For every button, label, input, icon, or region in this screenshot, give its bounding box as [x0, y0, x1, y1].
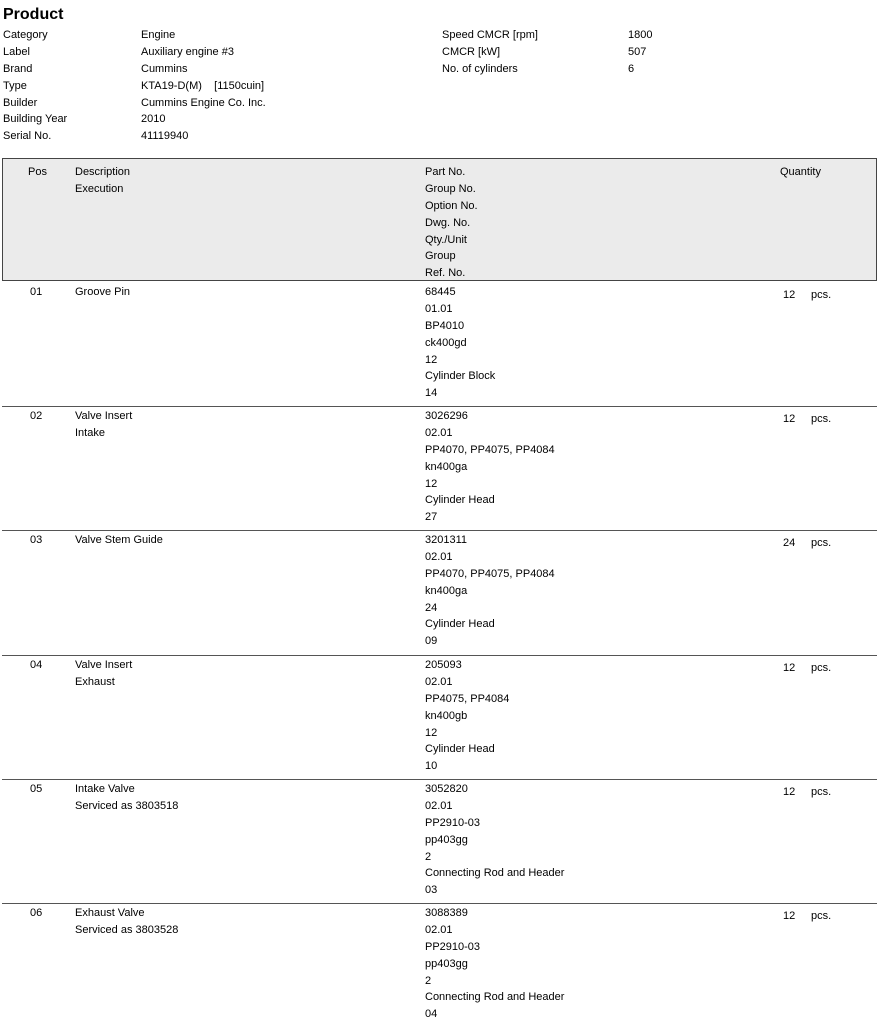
row-divider	[2, 406, 877, 407]
info-value-category: Engine	[141, 29, 176, 41]
row-dwg-no: pp403gg	[425, 833, 468, 846]
info-label-building-year: Building Year	[3, 113, 68, 126]
row-ref-no: 04	[425, 1008, 438, 1021]
row-pos: 03	[30, 534, 43, 546]
row-description	[75, 408, 132, 442]
info-label-category: Category	[3, 29, 48, 41]
row-part-no: 3052820	[425, 783, 468, 795]
row-group: Connecting Rod and Header	[425, 991, 565, 1004]
header-execution-line: Execution	[75, 182, 124, 195]
row-part-no: 3201311	[425, 534, 468, 546]
info-label-cylinders: No. of cylinders	[442, 62, 518, 75]
row-unit: pcs.	[811, 537, 832, 549]
row-dwg-no: kn400gb	[425, 709, 468, 722]
row-description	[75, 781, 178, 815]
row-quantity: 24	[783, 537, 796, 549]
row-divider	[2, 903, 877, 904]
header-group-no: Group No.	[425, 182, 476, 195]
info-value-building-year: 2010	[141, 113, 166, 126]
info-label-label: Label	[3, 45, 30, 58]
row-qty-unit: 2	[425, 974, 432, 987]
header-pos: Pos	[28, 166, 47, 178]
row-qty-unit: 2	[425, 850, 432, 863]
row-dwg-no: ck400gd	[425, 336, 467, 349]
row-qty-unit: 12	[425, 353, 438, 366]
row-part-no: 3088389	[425, 907, 468, 919]
row-quantity: 12	[783, 413, 796, 425]
row-execution-line: Intake	[75, 426, 105, 439]
row-description	[75, 284, 130, 301]
row-option-no: PP4070, PP4075, PP4084	[425, 567, 555, 580]
row-execution-line: Exhaust	[75, 675, 115, 688]
info-value-cmcr: 507	[628, 45, 647, 58]
product-info-values-right	[628, 27, 748, 78]
row-ref-no: 27	[425, 511, 438, 524]
row-description-line: Groove Pin	[75, 286, 131, 298]
row-part-no: 205093	[425, 659, 462, 671]
row-pos: 02	[30, 410, 43, 422]
row-part-info	[425, 284, 495, 402]
row-description-line: Valve Insert	[75, 659, 133, 671]
row-description-line: Exhaust Valve	[75, 907, 145, 919]
row-quantity: 12	[783, 786, 796, 798]
row-pos: 06	[30, 907, 43, 919]
row-divider	[2, 655, 877, 656]
header-quantity: Quantity	[780, 166, 821, 178]
header-option-no: Option No.	[425, 199, 478, 212]
row-group-no: 01.01	[425, 302, 453, 315]
row-group: Cylinder Block	[425, 370, 496, 383]
row-unit: pcs.	[811, 289, 832, 301]
row-option-no: PP4075, PP4084	[425, 692, 510, 705]
row-part-info	[425, 905, 564, 1023]
row-qty-unit: 12	[425, 477, 438, 490]
row-qty-unit: 24	[425, 601, 438, 614]
info-label-serial-no: Serial No.	[3, 130, 52, 143]
row-divider	[2, 779, 877, 780]
row-unit: pcs.	[811, 662, 832, 674]
row-part-no: 68445	[425, 286, 456, 298]
info-label-cmcr: CMCR [kW]	[442, 45, 501, 58]
info-value-speed-cmcr: 1800	[628, 29, 653, 41]
row-qty-unit: 12	[425, 726, 438, 739]
info-value-label: Auxiliary engine #3	[141, 45, 234, 58]
row-group-no: 02.01	[425, 923, 453, 936]
row-pos: 04	[30, 659, 43, 671]
row-group: Cylinder Head	[425, 494, 495, 507]
info-label-builder: Builder	[3, 96, 38, 109]
table-header	[2, 158, 877, 281]
row-part-info	[425, 408, 555, 526]
row-divider	[2, 530, 877, 531]
product-info-labels-left	[3, 27, 138, 145]
header-description-line: Description	[75, 166, 131, 178]
header-description	[75, 164, 130, 198]
row-quantity: 12	[783, 910, 796, 922]
info-value-serial-no: 41119940	[141, 130, 189, 143]
row-option-no: BP4010	[425, 319, 465, 332]
row-option-no: PP2910-03	[425, 816, 481, 829]
row-dwg-no: kn400ga	[425, 460, 468, 473]
row-ref-no: 03	[425, 884, 438, 897]
row-description	[75, 905, 178, 939]
row-group-no: 02.01	[425, 550, 453, 563]
row-execution-line: Serviced as 3803518	[75, 799, 179, 812]
info-label-speed-cmcr: Speed CMCR [rpm]	[442, 29, 538, 41]
row-unit: pcs.	[811, 786, 832, 798]
product-info-labels-right	[442, 27, 622, 78]
row-quantity: 12	[783, 289, 796, 301]
row-option-no: PP2910-03	[425, 940, 481, 953]
row-unit: pcs.	[811, 413, 832, 425]
product-info-values-left	[141, 27, 421, 145]
header-part-no: Part No.	[425, 166, 466, 178]
row-option-no: PP4070, PP4075, PP4084	[425, 443, 555, 456]
row-group-no: 02.01	[425, 675, 453, 688]
header-ref-no: Ref. No.	[425, 267, 466, 280]
header-qty-unit: Qty./Unit	[425, 233, 467, 246]
row-group: Connecting Rod and Header	[425, 867, 565, 880]
header-group: Group	[425, 250, 456, 263]
row-group-no: 02.01	[425, 426, 453, 439]
row-dwg-no: kn400ga	[425, 584, 468, 597]
row-group: Cylinder Head	[425, 618, 495, 631]
row-part-info	[425, 781, 564, 899]
row-description-line: Intake Valve	[75, 783, 135, 795]
info-value-cylinders: 6	[628, 62, 635, 75]
row-ref-no: 09	[425, 635, 438, 648]
row-description-line: Valve Insert	[75, 410, 133, 422]
row-group-no: 02.01	[425, 799, 453, 812]
info-value-builder: Cummins Engine Co. Inc.	[141, 96, 266, 109]
header-part	[425, 164, 478, 282]
header-dwg-no: Dwg. No.	[425, 216, 471, 229]
row-description	[75, 657, 132, 691]
row-unit: pcs.	[811, 910, 832, 922]
row-quantity: 12	[783, 662, 796, 674]
info-label-brand: Brand	[3, 62, 33, 75]
page-title: Product	[3, 6, 64, 23]
row-description	[75, 532, 163, 549]
row-part-info	[425, 657, 509, 775]
row-dwg-no: pp403gg	[425, 957, 468, 970]
row-description-line: Valve Stem Guide	[75, 534, 163, 546]
row-execution-line: Serviced as 3803528	[75, 923, 179, 936]
row-pos: 05	[30, 783, 43, 795]
info-value-type: KTA19-D(M) [1150cuin]	[141, 79, 265, 92]
row-part-info	[425, 532, 555, 650]
info-value-brand: Cummins	[141, 62, 188, 75]
row-group: Cylinder Head	[425, 743, 495, 756]
row-pos: 01	[30, 286, 43, 298]
row-part-no: 3026296	[425, 410, 468, 422]
row-ref-no: 10	[425, 760, 438, 773]
info-label-type: Type	[3, 79, 27, 92]
row-ref-no: 14	[425, 387, 438, 400]
